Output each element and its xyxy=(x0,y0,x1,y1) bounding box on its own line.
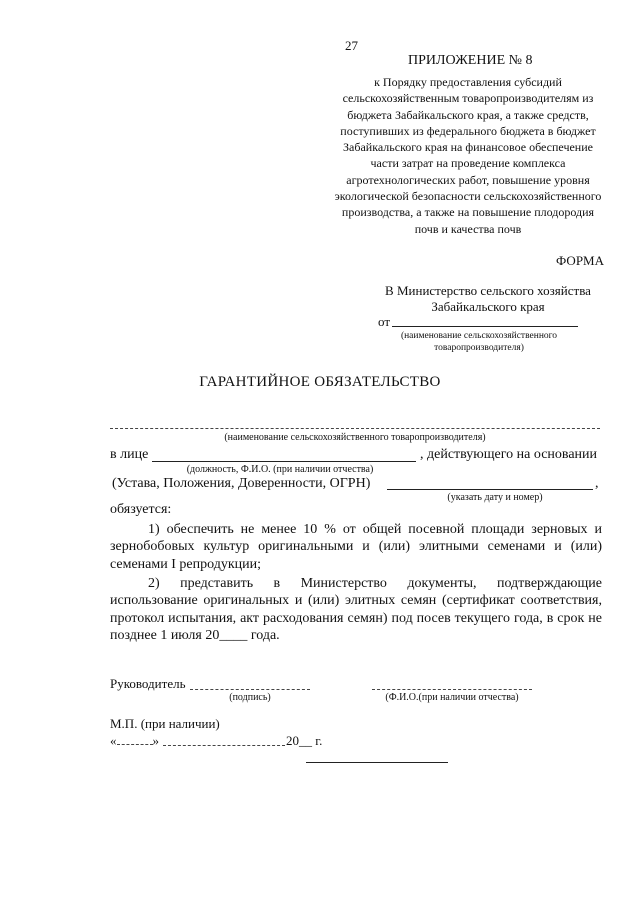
signature-blank-line xyxy=(190,689,310,690)
producer-blank-line xyxy=(110,428,600,429)
head-label: Руководитель xyxy=(110,676,186,691)
date-row xyxy=(110,733,159,749)
from-label: от xyxy=(378,314,391,329)
ministry-line-2: Забайкальского края xyxy=(431,299,545,314)
obligation-item-2: 2) представить в Министерство документы, подтверждающие использование оригинальных и (или) элитных семян (сертификат соответствия, протокол испытания, акт расходования семян) под посев текущего года, в срок не позднее 1 июля 20____ года. xyxy=(110,576,602,644)
from-caption: (наименование сельскохозяйственного товаропроизводителя) xyxy=(400,331,558,353)
day-blank xyxy=(117,734,153,745)
in-person-label: в лице xyxy=(110,447,149,462)
producer-caption: (наименование сельскохозяйственного товаропроизводителя) xyxy=(224,432,486,443)
form-label: ФОРМА xyxy=(556,253,604,268)
date-close-quote: » xyxy=(152,733,159,748)
date-number-blank-line xyxy=(387,489,593,490)
from-blank-line xyxy=(392,326,578,327)
document-title: ГАРАНТИЙНОЕ ОБЯЗАТЕЛЬСТВО xyxy=(199,374,441,390)
ministry-line-1: В Министерство сельского хозяйства xyxy=(385,283,591,298)
appendix-title: ПРИЛОЖЕНИЕ № 8 xyxy=(408,53,533,68)
year-suffix: 20__ г. xyxy=(286,733,323,748)
undertakes-label: обязуется: xyxy=(110,502,172,517)
fio-caption: (Ф.И.О.(при наличии отчества) xyxy=(385,692,519,703)
month-blank-line xyxy=(163,745,285,746)
appendix-text: к Порядку предоставления субсидий сельскохозяйственным товаропроизводителям из бюджета Забайкальского края, а также средств, поступивших из федерального бюджета в бюджет Забайкальского края на финансовое обеспечение части затрат на проведение комплекса агротехнологических работ, повышение уровня экологической безопасности сельскохозяйственного производства, а также на повышение плодородия почв и качества почв xyxy=(334,75,602,236)
charter-label: (Устава, Положения, Доверенности, ОГРН) xyxy=(112,476,371,491)
comma: , xyxy=(595,476,599,491)
acting-basis-text: , действующего на основании xyxy=(420,447,598,462)
position-caption: (должность, Ф.И.О. (при наличии отчества) xyxy=(186,464,374,475)
addressee-block xyxy=(372,283,604,315)
seal-label: М.П. (при наличии) xyxy=(110,716,220,731)
bottom-separator-line xyxy=(306,762,448,763)
date-number-caption: (указать дату и номер) xyxy=(447,492,543,503)
page-number: 27 xyxy=(345,38,358,53)
date-open-quote: « xyxy=(110,733,117,748)
obligation-item-1: 1) обеспечить не менее 10 % от общей посевной площади зерновых и зернобобовых культур оригинальными и (или) элитными семенами и (или) семенами I репродукции; xyxy=(110,522,602,572)
signature-caption: (подпись) xyxy=(229,692,271,703)
fio-blank-line xyxy=(372,689,532,690)
position-blank-line xyxy=(152,461,416,462)
